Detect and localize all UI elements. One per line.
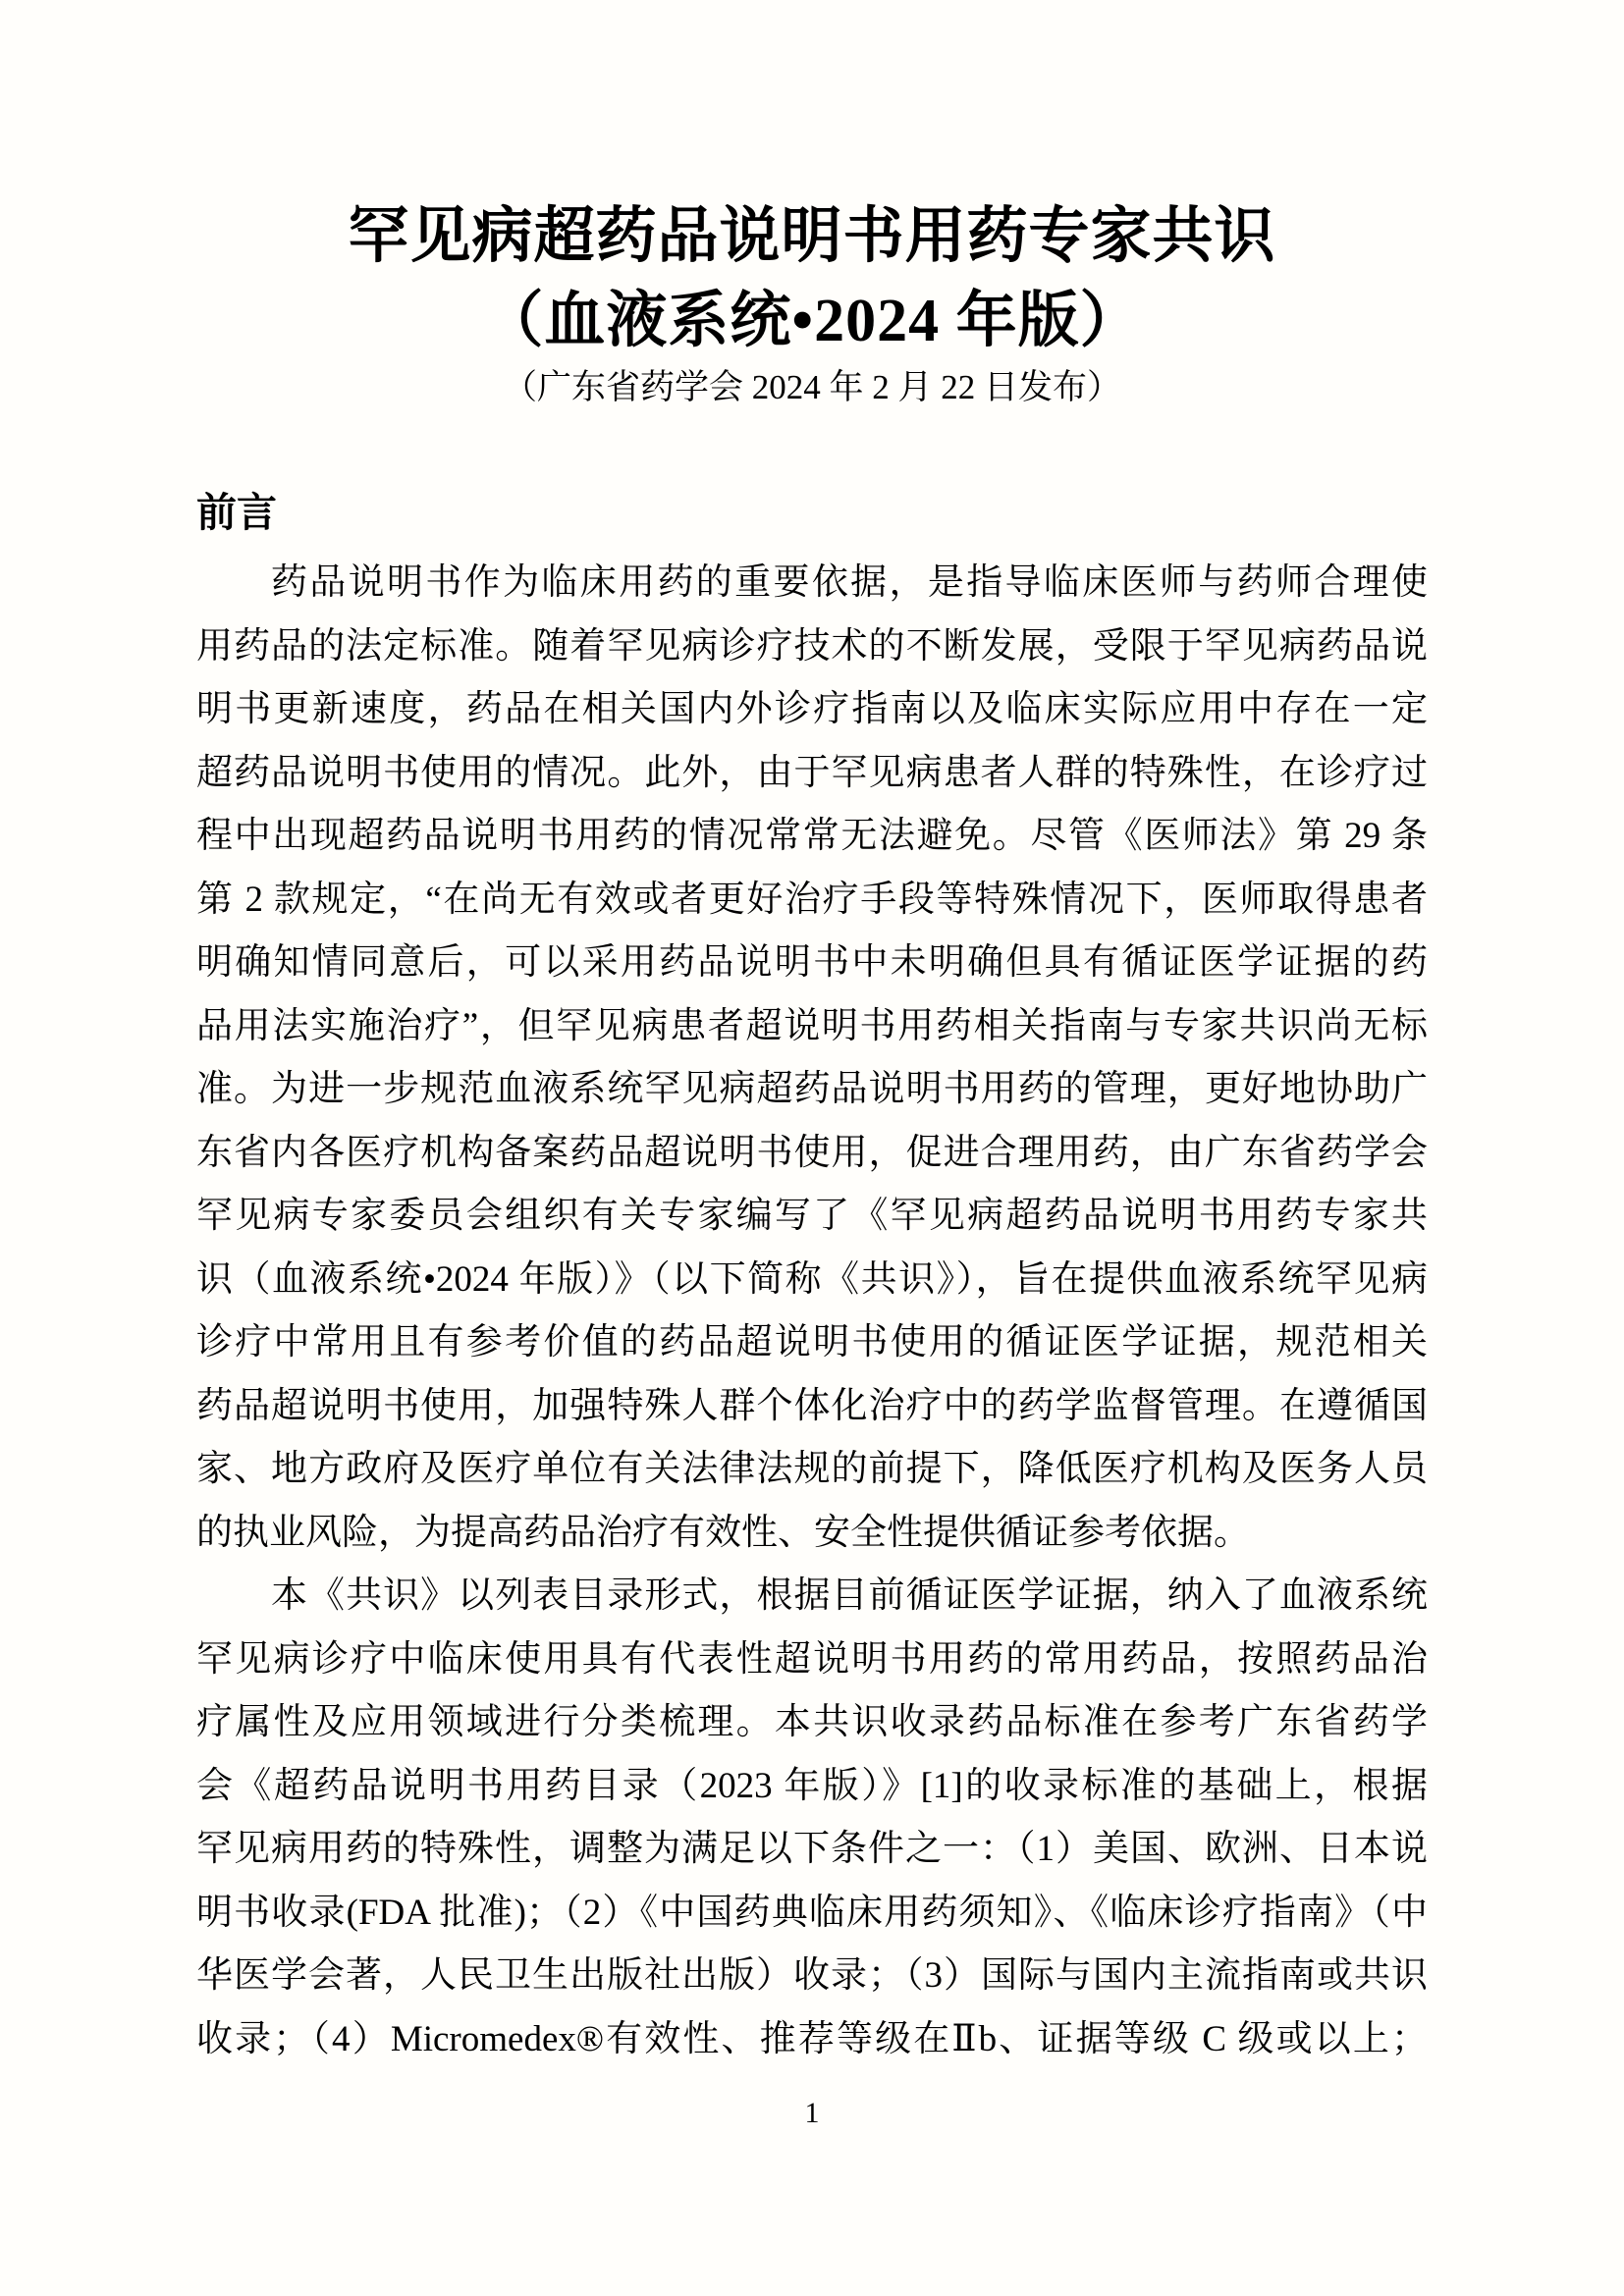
preface-heading: 前言 — [196, 490, 277, 535]
paragraph — [196, 552, 1428, 1565]
body-line: 用药品的法定标准。随着罕见病诊疗技术的不断发展，受限于罕见病药品说 — [196, 625, 1428, 667]
body-line: 东省内各医疗机构备案药品超说明书使用，促进合理用药，由广东省药学会 — [196, 1132, 1428, 1173]
body-line: 罕见病诊疗中临床使用具有代表性超说明书用药的常用药品，按照药品治 — [196, 1638, 1428, 1680]
body-line: 收录；（4）Micromedex®有效性、推荐等级在Ⅱb、证据等级 C 级或以上； — [196, 2018, 1428, 2059]
body-line: 药品超说明书使用，加强特殊人群个体化治疗中的药学监督管理。在遵循国 — [196, 1385, 1428, 1426]
body-line: 罕见病专家委员会组织有关专家编写了《罕见病超药品说明书用药专家共 — [196, 1196, 1428, 1236]
body-line: 罕见病用药的特殊性，调整为满足以下条件之一：（1）美国、欧洲、日本说 — [196, 1829, 1428, 1869]
body-line: 本《共识》以列表目录形式，根据目前循证医学证据，纳入了血液系统 — [271, 1575, 1428, 1616]
body-line: 诊疗中常用且有参考价值的药品超说明书使用的循证医学证据，规范相关 — [196, 1322, 1428, 1362]
body-line: 识（血液系统•2024 年版）》（以下简称《共识》），旨在提供血液系统罕见病 — [196, 1258, 1428, 1300]
body-line: 第 2 款规定，“在尚无有效或者更好治疗手段等特殊情况下，医师取得患者 — [196, 879, 1428, 920]
body-line: 程中出现超药品说明书用药的情况常常无法避免。尽管《医师法》第 29 条 — [196, 816, 1428, 856]
body-line: 明确知情同意后，可以采用药品说明书中未明确但具有循证医学证据的药 — [196, 942, 1428, 983]
body-line: 疗属性及应用领域进行分类梳理。本共识收录药品标准在参考广东省药学 — [196, 1702, 1428, 1742]
document-title-line2: （血液系统•2024 年版） — [482, 288, 1142, 354]
body-line: 家、地方政府及医疗单位有关法律法规的前提下，降低医疗机构及医务人员 — [196, 1449, 1428, 1489]
paragraph — [196, 1565, 1428, 2071]
body-line: 超药品说明书使用的情况。此外，由于罕见病患者人群的特殊性，在诊疗过 — [196, 752, 1428, 793]
body-line: 华医学会著，人民卫生出版社出版）收录；（3）国际与国内主流指南或共识 — [196, 1955, 1428, 1996]
body-line: 品用法实施治疗”，但罕见病患者超说明书用药相关指南与专家共识尚无标 — [196, 1005, 1428, 1046]
preface-body — [196, 552, 1428, 2071]
publisher-date-line: （广东省药学会 2024 年 2 月 22 日发布） — [502, 368, 1121, 406]
body-line: 的执业风险，为提高药品治疗有效性、安全性提供循证参考依据。 — [196, 1512, 1250, 1553]
body-line: 准。为进一步规范血液系统罕见病超药品说明书用药的管理，更好地协助广 — [196, 1069, 1428, 1109]
body-line: 会《超药品说明书用药目录（2023 年版）》[1]的收录标准的基础上，根据 — [196, 1765, 1428, 1806]
body-line: 明书收录(FDA 批准)；（2）《中国药典临床用药须知》、《临床诊疗指南》（中 — [196, 1892, 1428, 1933]
page-number: 1 — [804, 2097, 820, 2129]
body-line: 药品说明书作为临床用药的重要依据，是指导临床医师与药师合理使 — [271, 562, 1428, 603]
body-line: 明书更新速度，药品在相关国内外诊疗指南以及临床实际应用中存在一定 — [196, 689, 1428, 729]
document-title-line1: 罕见病超药品说明书用药专家共识 — [348, 203, 1276, 270]
